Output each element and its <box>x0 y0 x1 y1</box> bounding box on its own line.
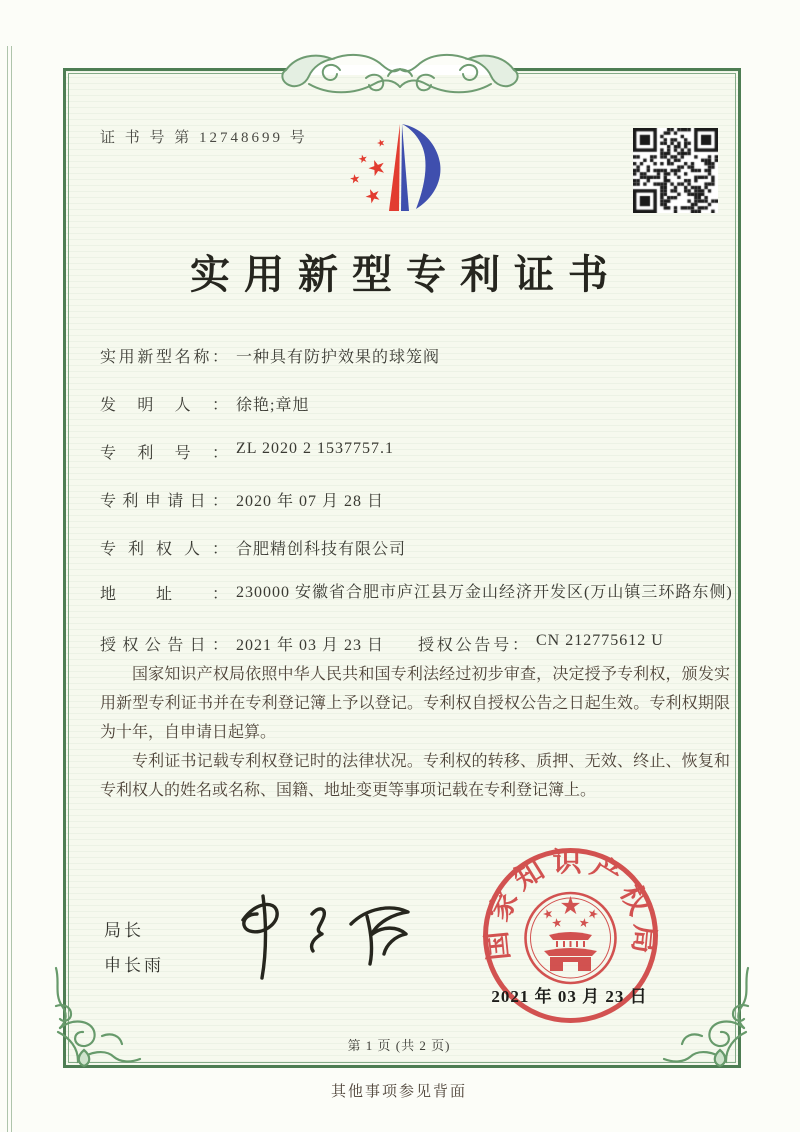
qr-code <box>633 128 718 213</box>
commissioner-signature <box>215 888 440 988</box>
field-row-address <box>100 581 741 606</box>
commissioner-title: 局长 <box>104 921 144 940</box>
field-value-patentee: 合肥精创科技有限公司 <box>236 541 407 558</box>
top-dragon-ornament <box>268 40 532 102</box>
field-row-filing-date <box>100 488 384 511</box>
field-row-patentee <box>100 536 406 559</box>
field-row-name <box>100 344 440 367</box>
field-label-grant-date: 授权公告日： <box>100 637 228 654</box>
field-value-patent-no: ZL 2020 2 1537757.1 <box>236 440 394 457</box>
seal-text: 国家知识产权局 <box>481 847 660 962</box>
commissioner-name: 申长雨 <box>104 956 164 975</box>
certificate-number: 证 书 号 第 12748699 号 <box>100 130 308 146</box>
body-paragraph-2: 专利证书记载专利权登记时的法律状况。专利权的转移、质押、无效、终止、恢复和专利权人的姓名或名称、国籍、地址变更等事项记载在专利登记簿上。 <box>100 753 730 800</box>
scan-edge-line <box>11 46 12 1132</box>
field-row-patent-no <box>100 440 394 463</box>
certificate-body <box>100 660 730 806</box>
body-paragraph-1: 国家知识产权局依照中华人民共和国专利法经过初步审查，决定授予专利权，颁发实用新型专利证书并在专利登记簿上予以登记。专利权自授权公告之日起生效。专利权期限为十年，自申请日起算。 <box>100 666 730 742</box>
back-side-note: 其他事项参见背面 <box>330 1084 467 1100</box>
field-label-grant-no: 授权公告号： <box>418 637 528 654</box>
field-value-filing-date: 2020 年 07 月 28 日 <box>236 493 385 510</box>
field-row-inventor <box>100 392 309 415</box>
field-value-grant-no: CN 212775612 U <box>536 632 664 649</box>
certificate-title: 实用新型专利证书 <box>190 252 622 297</box>
field-label-inventor: 发明人： <box>100 397 228 414</box>
page-number: 第 1 页 (共 2 页) <box>347 1038 451 1053</box>
field-value-address: 230000 安徽省合肥市庐江县万金山经济开发区(万山镇三环路东侧) <box>236 584 733 601</box>
field-label-address: 地址： <box>100 586 228 603</box>
seal-date: 2021 年 03 月 23 日 <box>491 987 648 1006</box>
field-value-name: 一种具有防护效果的球笼阀 <box>236 349 441 366</box>
cnipa-logo <box>343 113 458 220</box>
field-row-grant <box>100 632 664 655</box>
field-value-inventor: 徐艳;章旭 <box>236 397 310 414</box>
field-label-patent-no: 专利号： <box>100 445 228 462</box>
field-label-patentee: 专利权人： <box>100 541 228 558</box>
field-label-name: 实用新型名称： <box>100 349 228 366</box>
field-label-filing-date: 专利申请日： <box>100 493 228 510</box>
field-value-grant-date: 2021 年 03 月 23 日 <box>236 637 385 654</box>
bottom-left-flourish <box>48 966 160 1070</box>
national-emblem <box>526 893 616 983</box>
scan-edge-line <box>7 46 8 1132</box>
